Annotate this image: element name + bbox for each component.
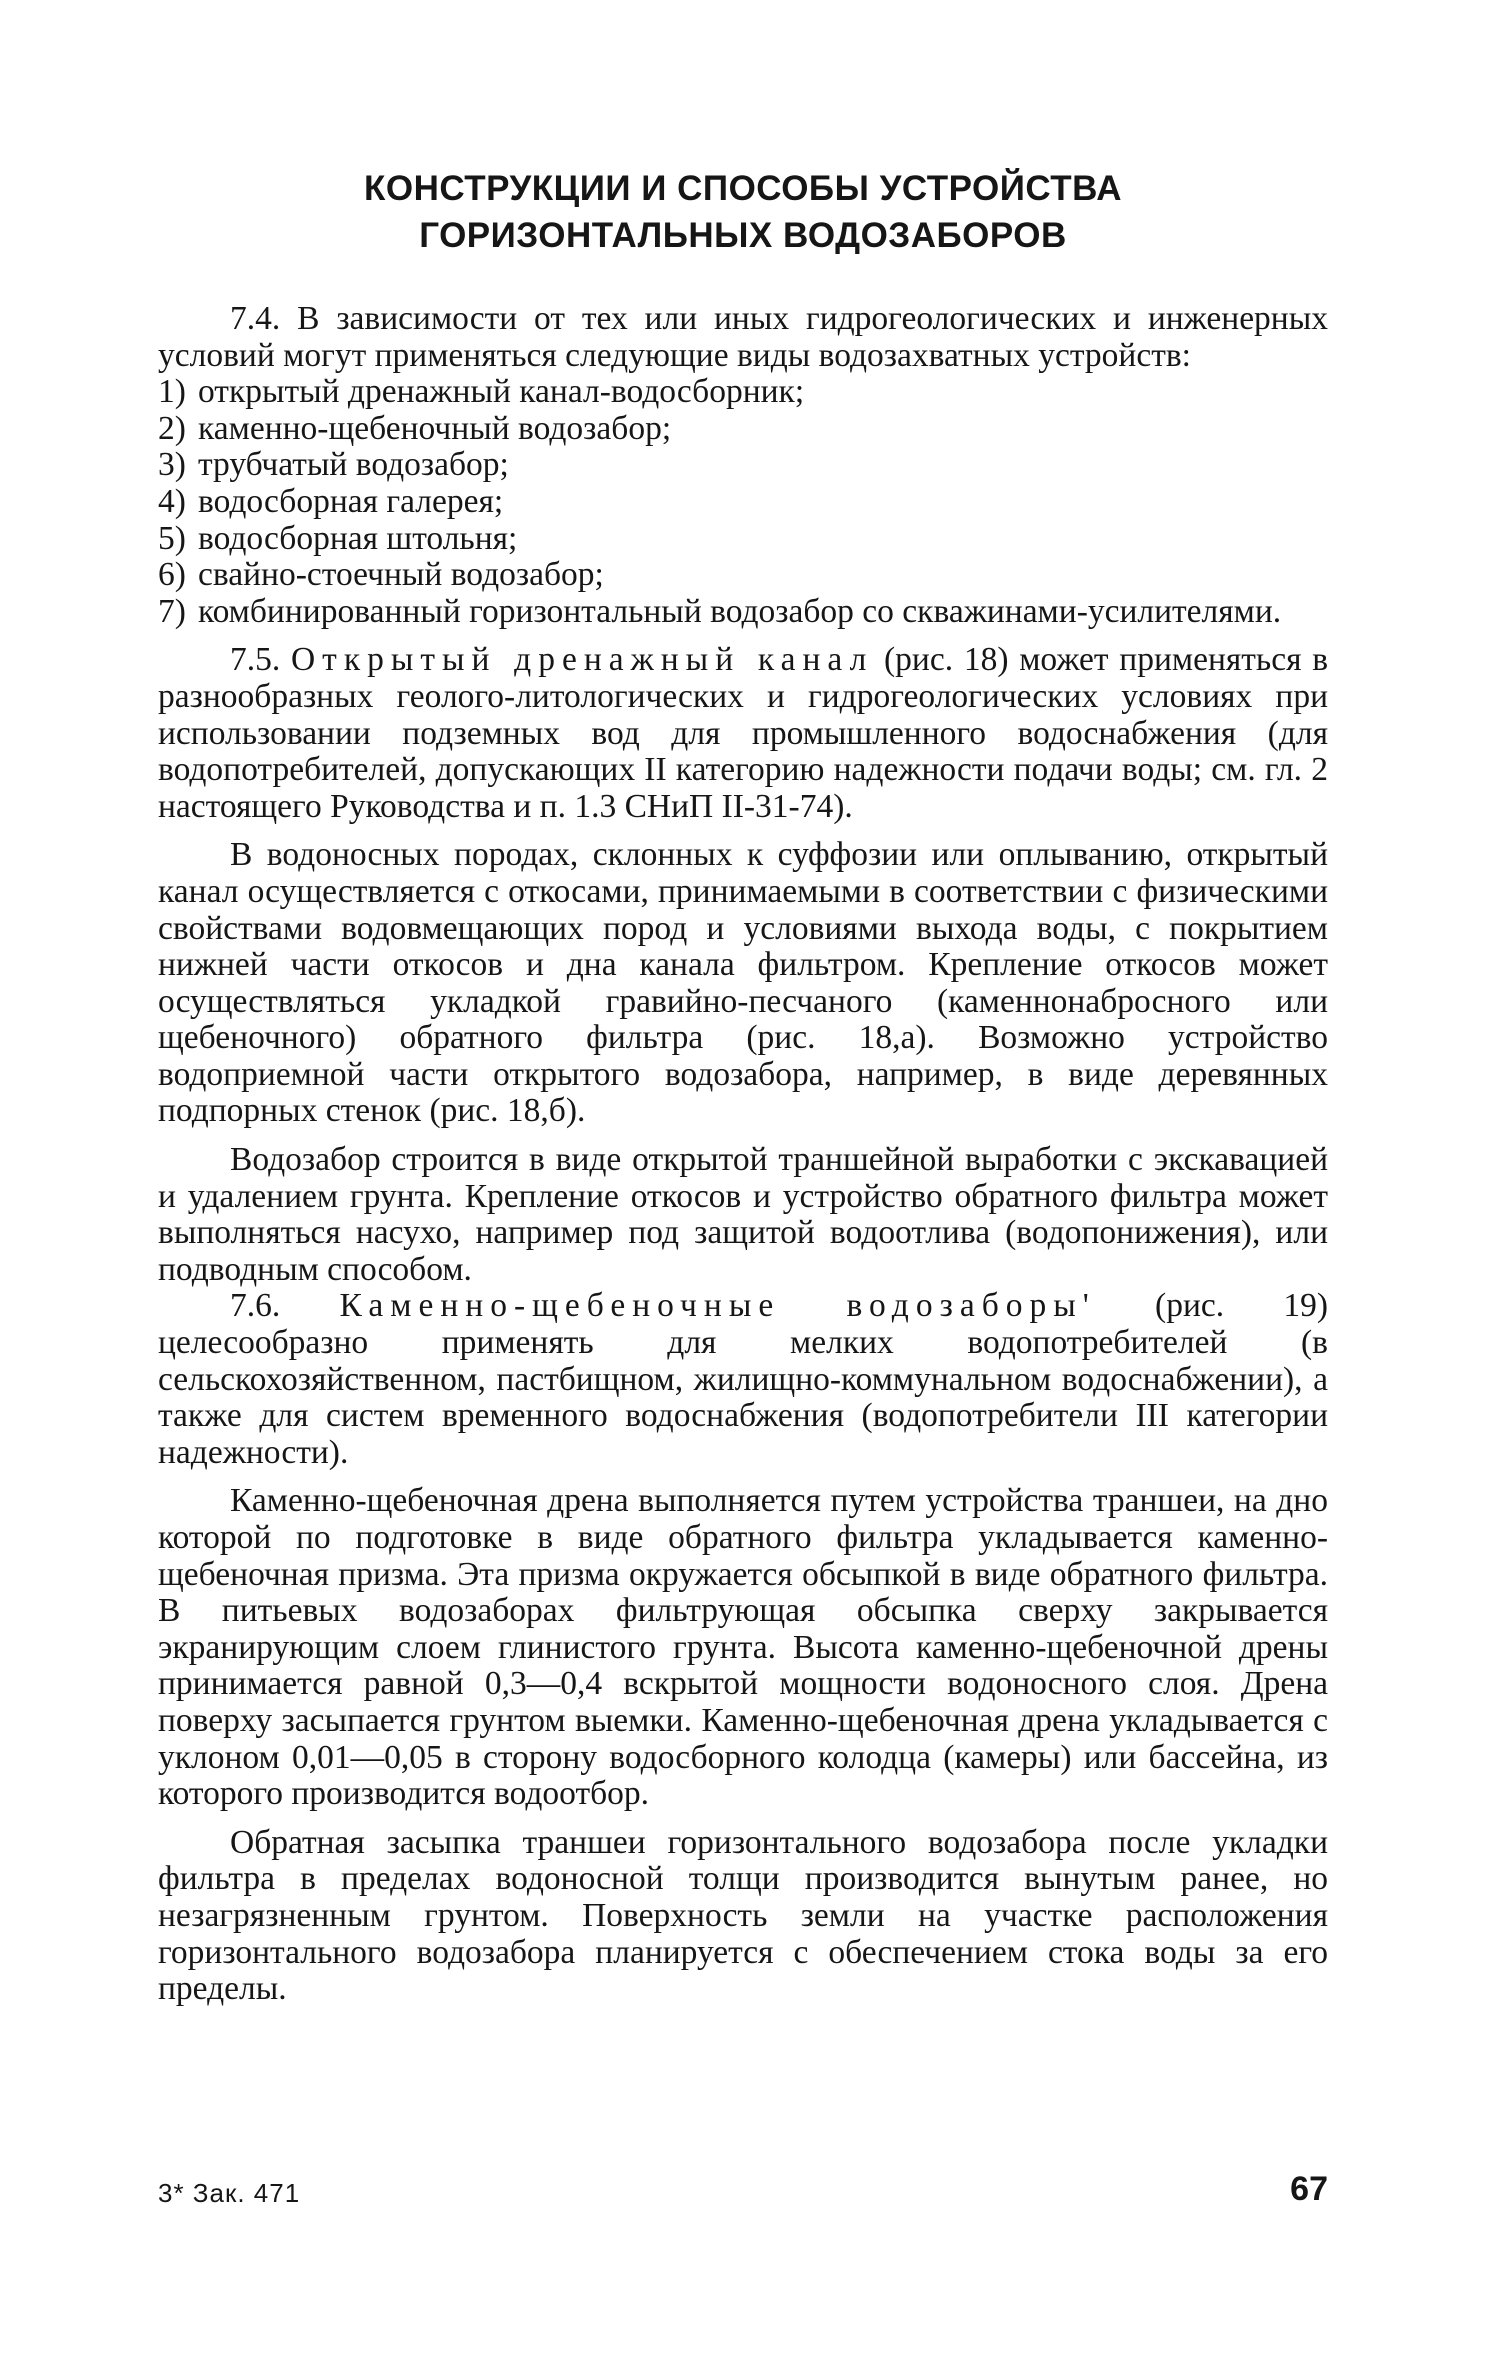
- heading-line-1: КОНСТРУКЦИИ И СПОСОБЫ УСТРОЙСТВА: [364, 169, 1122, 208]
- intake-types-list: [158, 374, 1328, 630]
- clause-7-5: [158, 642, 1328, 825]
- clause-text: (рис. 18) может применяться в разнообразных геолого-литологических и гидрогеологических условиях при использовании подземных вод для промышленного водоснабжения (для водопотребителей, допускающих II категорию надежности подачи воды; см. гл. 2 настоящего Руководства и п. 1.3 СНиП II-31-74).: [158, 641, 1329, 825]
- clause-7-4-intro: 7.4. В зависимости от тех или иных гидрогеологических и инженерных условий могут применяться следующие виды водозахватных устройств:: [158, 300, 1328, 374]
- list-item: 5) водосборная штольня;: [158, 519, 518, 557]
- clause-term: Каменно-щебеночные водозаборы': [339, 1287, 1096, 1325]
- list-item: 1) открытый дренажный канал-водосборник;: [158, 373, 805, 411]
- list-item: 2) каменно-щебеночный водозабор;: [158, 409, 672, 447]
- printer-signature: 3* Зак. 471: [158, 2178, 301, 2208]
- document-page: [158, 165, 1328, 2008]
- list-item: 4) водосборная галерея;: [158, 482, 504, 520]
- page-footer: [158, 2170, 1328, 2220]
- clause-7-6-paragraph-2: Каменно-щебеночная дрена выполняется путем устройства траншеи, на дно которой по подготовке в виде обратного фильтра укладывается каменно-щебеночная призма. Эта призма окружается обсыпкой в виде обратного фильтра. В питьевых водозаборах фильтрующая обсыпка сверху закрывается экранирующим слоем глинистого грунта. Высота каменно-щебеночной дрены принимается равной 0,3—0,4 вскрытой мощности водоносного слоя. Дрена поверху засыпается грунтом выемки. Каменно-щебеночная дрена укладывается с уклоном 0,01—0,05 в сторону водосборного колодца (камеры) или бассейна, из которого производится водоотбор.: [158, 1482, 1328, 1813]
- clause-7-5-paragraph-2: В водоносных породах, склонных к суффозии или оплыванию, открытый канал осуществляется с откосами, принимаемыми в соответствии с физическими свойствами водовмещающих пород и условиями выхода воды, с покрытием нижней части откосов и дна канала фильтром. Крепление откосов может осуществляться укладкой гравийно-песчаного (каменнонабросного или щебеночного) обратного фильтра (рис. 18,а). Возможно устройство водоприемной части открытого водозабора, например, в виде деревянных подпорных стенок (рис. 18,б).: [158, 836, 1328, 1130]
- heading-line-2: ГОРИЗОНТАЛЬНЫХ ВОДОЗАБОРОВ: [419, 216, 1067, 255]
- clause-7-5-paragraph-3: Водозабор строится в виде открытой траншейной выработки с экскавацией и удалением грунта. Крепление откосов и устройство обратного фильтра может выполняться насухо, например под защитой водоотлива (водопонижения), или подводным способом.: [158, 1141, 1328, 1288]
- clause-term: Открытый дренажный канал: [290, 641, 874, 679]
- list-item: 7) комбинированный горизонтальный водозабор со скважинами-усилителями.: [158, 592, 1282, 630]
- clause-7-6-paragraph-3: Обратная засыпка траншеи горизонтального водозабора после укладки фильтра в пределах водоносной толщи производится вынутым ранее, но незагрязненным грунтом. Поверхность земли на участке расположения горизонтального водозабора планируется с обеспечением стока воды за его пределы.: [158, 1823, 1328, 2008]
- clause-text: (рис. 19) целесообразно применять для мелких водопотребителей (в сельскохозяйственном, пастбищном, жилищно-коммунальном водоснабжении), а также для систем временного водоснабжения (водопотребители III категории надежности).: [158, 1287, 1329, 1471]
- clause-number: 7.6.: [230, 1287, 281, 1325]
- section-heading: [158, 165, 1328, 259]
- clause-7-6: [158, 1288, 1328, 1471]
- list-item: 6) свайно-стоечный водозабор;: [158, 556, 604, 594]
- page-number: 67: [1290, 2170, 1328, 2208]
- clause-number: 7.5.: [230, 641, 281, 679]
- list-item: 3) трубчатый водозабор;: [158, 446, 509, 484]
